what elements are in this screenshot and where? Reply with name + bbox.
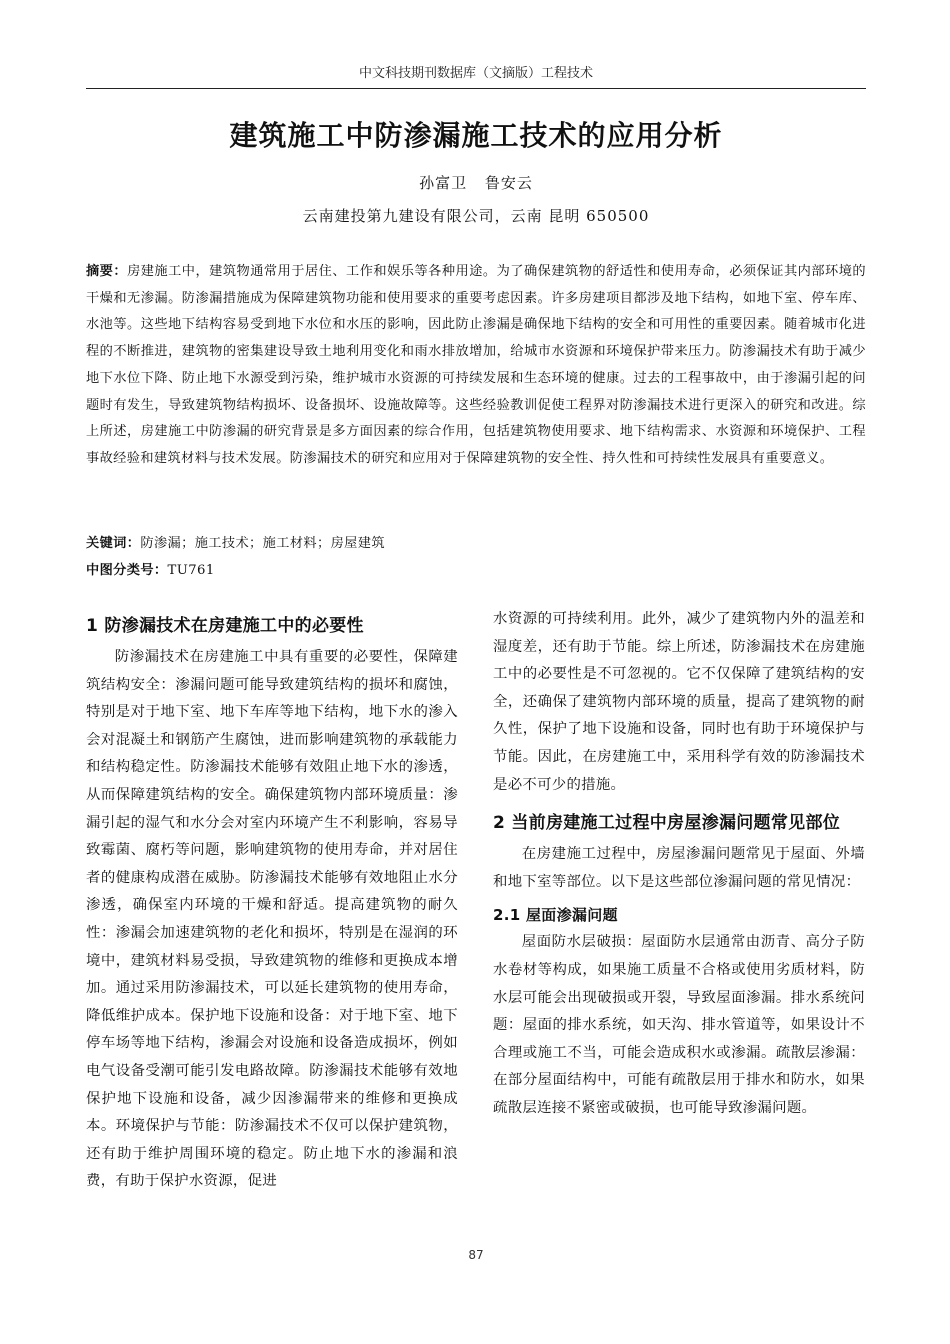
article-title: 建筑施工中防渗漏施工技术的应用分析: [229, 119, 723, 152]
page-number: 87: [468, 1248, 484, 1262]
running-header: 中文科技期刊数据库（文摘版）工程技术: [358, 66, 593, 81]
section-1-paragraph-right: 水资源的可持续利用。此外，减少了建筑物内外的温差和湿度差，还有助于节能。综上所述，防渗漏技术在房建施工中的必要性是不可忽视的。它不仅保障了建筑结构的安全，还确保了建筑物内部环境的质量，提高了建筑物的耐久性，保护了地下设施和设备，同时也有助于环境保护与节能。因此，在房建施工中，采用科学有效的防渗漏技术是必不可少的措施。: [493, 611, 865, 793]
article-authors: 孙富卫 鲁安云: [419, 174, 533, 192]
abstract: [86, 259, 866, 473]
section-2-heading: 2 当前房建施工过程中房屋渗漏问题常见部位: [493, 813, 841, 834]
classification-line: [86, 559, 215, 578]
classification-text: TU761: [167, 563, 215, 578]
classification-label: 中图分类号：: [86, 563, 168, 578]
article-affiliation: 云南建投第九建设有限公司，云南 昆明 650500: [302, 207, 650, 225]
keywords-line: [86, 532, 385, 551]
abstract-text: 房建施工中，建筑物通常用于居住、工作和娱乐等各种用途。为了确保建筑物的舒适性和使用寿命，必须保证其内部环境的干燥和无渗漏。防渗漏措施成为保障建筑物功能和使用要求的重要考虑因素。许多房建项目都涉及地下结构，如地下室、停车库、水池等。这些地下结构容易受到地下水位和水压的影响，因此防止渗漏是确保地下结构的安全和可用性的重要因素。随着城市化进程的不断推进，建筑物的密集建设导致土地利用变化和雨水排放增加，给城市水资源和环境保护带来压力。防渗漏技术有助于减少地下水位下降、防止地下水源受到污染，维护城市水资源的可持续发展和生态环境的健康。过去的工程事故中，由于渗漏引起的问题时有发生，导致建筑物结构损坏、设备损坏、设施故障等。这些经验教训促使工程界对防渗漏技术进行更深入的研究和改进。综上所述，房建施工中防渗漏的研究背景是多方面因素的综合作用，包括建筑物使用要求、地下结构需求、水资源和环境保护、工程事故经验和建筑材料与技术发展。防渗漏技术的研究和应用对于保障建筑物的安全性、持久性和可持续性发展具有重要意义。: [86, 264, 866, 466]
section-2-paragraph: 在房建施工过程中，房屋渗漏问题常见于屋面、外墙和地下室等部位。以下是这些部位渗漏问题的常见情况：: [493, 846, 865, 890]
section-2-1-heading: 2.1 屋面渗漏问题: [493, 906, 618, 925]
header-rule: [86, 88, 866, 89]
keywords-label: 关键词：: [86, 536, 141, 551]
section-2-1-paragraph: 屋面防水层破损：屋面防水层通常由沥青、高分子防水卷材等构成，如果施工质量不合格或使用劣质材料，防水层可能会出现破损或开裂，导致屋面渗漏。排水系统问题：屋面的排水系统，如天沟、排水管道等，如果设计不合理或施工不当，可能会造成积水或渗漏。疏散层渗漏：在部分屋面结构中，可能有疏散层用于排水和防水，如果疏散层连接不紧密或破损，也可能导致渗漏问题。: [493, 934, 865, 1116]
abstract-label: 摘要：: [86, 264, 128, 279]
body-column-left: [86, 612, 458, 1196]
section-1-heading: 1 防渗漏技术在房建施工中的必要性: [86, 616, 364, 636]
body-column-right: [493, 606, 865, 1123]
section-1-paragraph-left: 防渗漏技术在房建施工中具有重要的必要性，保障建筑结构安全：渗漏问题可能导致建筑结构的损坏和腐蚀，特别是对于地下室、地下车库等地下结构，地下水的渗入会对混凝土和钢筋产生腐蚀，进而影响建筑物的承载能力和结构稳定性。防渗漏技术能够有效阻止地下水的渗透，从而保障建筑结构的安全。确保建筑物内部环境质量：渗漏引起的湿气和水分会对室内环境产生不利影响，容易导致霉菌、腐朽等问题，影响建筑物的使用寿命，并对居住者的健康构成潜在威胁。防渗漏技术能够有效地阻止水分渗透，确保室内环境的干燥和舒适。提高建筑物的耐久性：渗漏会加速建筑物的老化和损坏，特别是在湿润的环境中，建筑材料易受损，导致建筑物的维修和更换成本增加。通过采用防渗漏技术，可以延长建筑物的使用寿命，降低维护成本。保护地下设施和设备：对于地下室、地下停车场等地下结构，渗漏会对设施和设备造成损坏，例如电气设备受潮可能引发电路故障。防渗漏技术能够有效地保护地下设施和设备，减少因渗漏带来的维修和更换成本。环境保护与节能：防渗漏技术不仅可以保护建筑物，还有助于维护周围环境的稳定。防止地下水的渗漏和浪费，有助于保护水资源，促进: [86, 649, 458, 1190]
spacer: [493, 799, 865, 809]
keywords-text: 防渗漏；施工技术；施工材料；房屋建筑: [140, 536, 385, 551]
